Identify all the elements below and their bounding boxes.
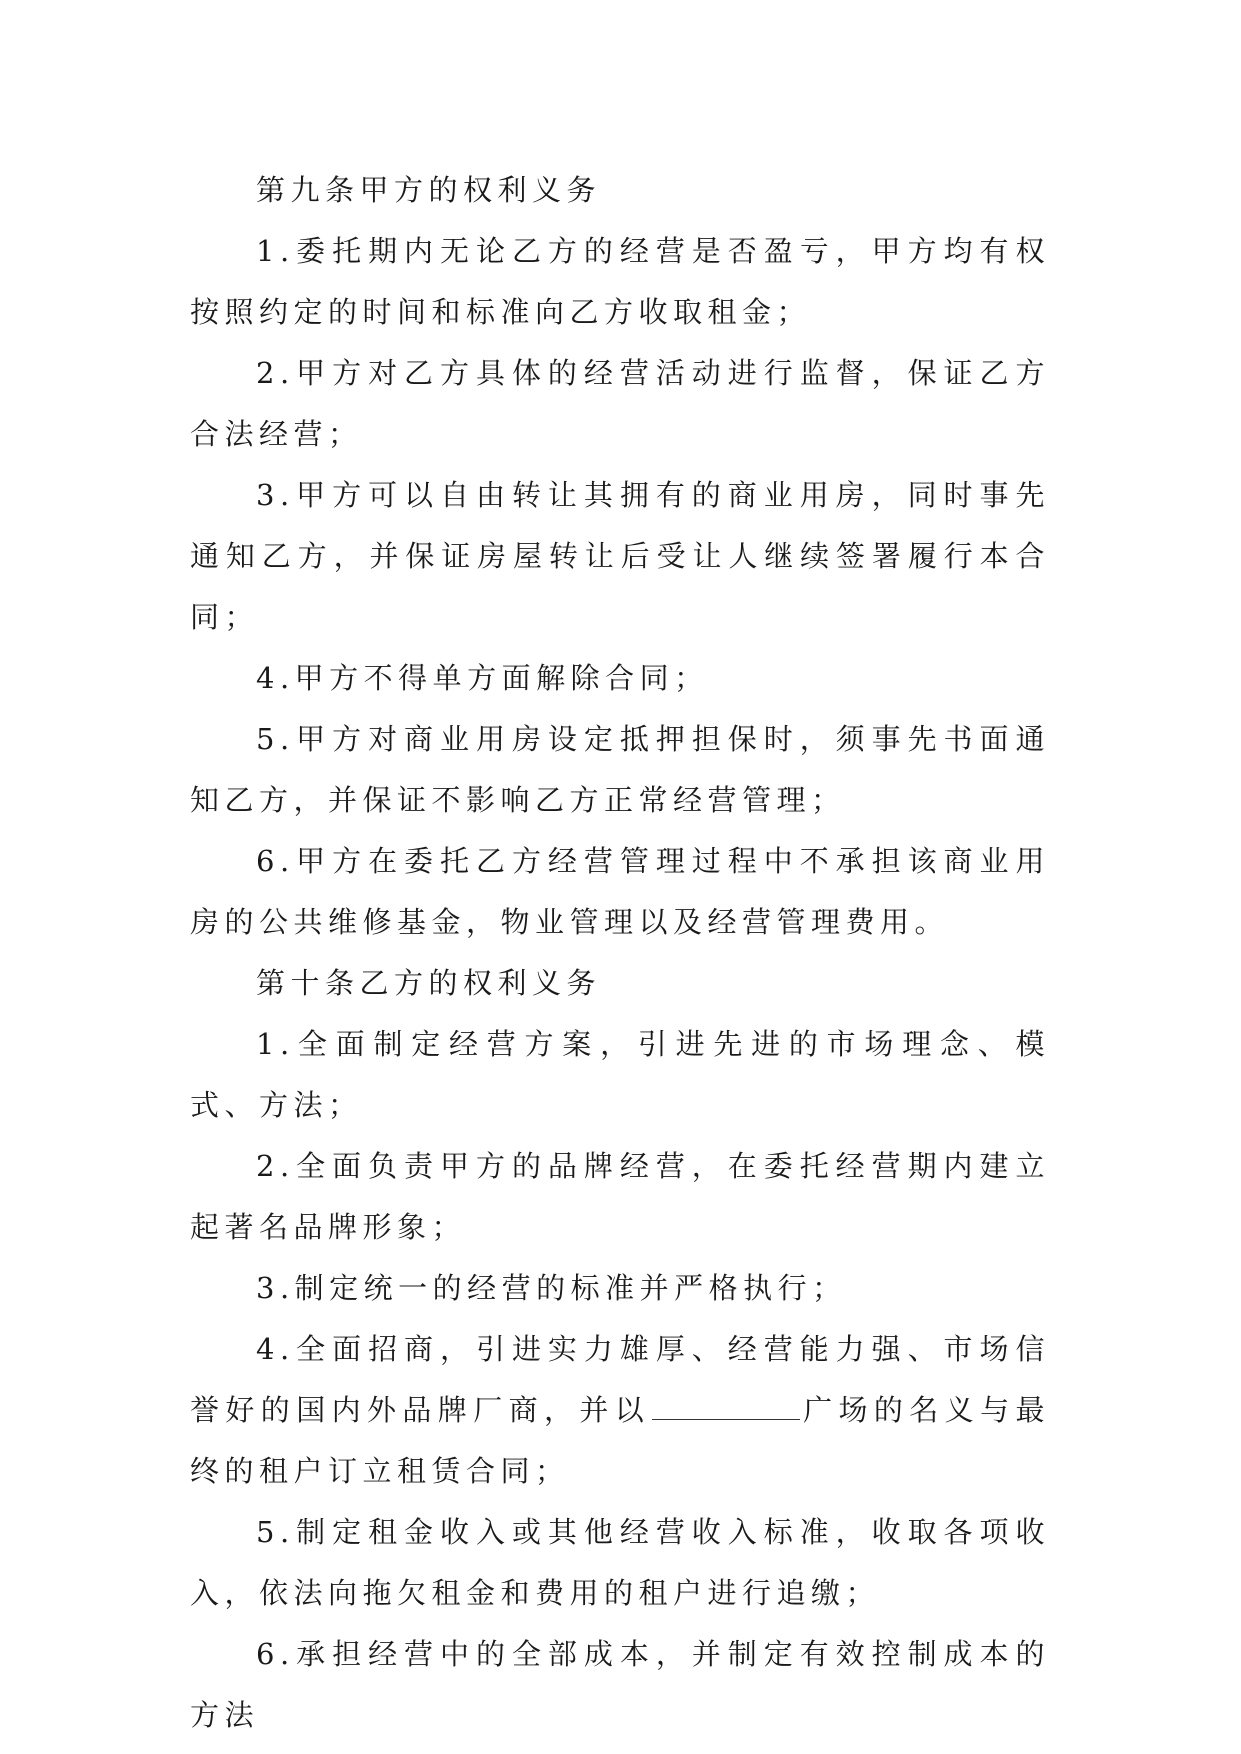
clause-4-text-before: 4.全面招商，引进实力雄厚、经营能力强、市场信誉好的国内外品牌厂商，并以 [190, 1332, 1050, 1427]
fill-in-blank-line [652, 1387, 800, 1420]
article-9-clause-3: 3.甲方可以自由转让其拥有的商业用房，同时事先通知乙方，并保证房屋转让后受让人继续签署履行本合同； [190, 478, 1050, 634]
article-10-clause-3: 3.制定统一的经营的标准并严格执行； [256, 1271, 847, 1305]
article-10-clause-2: 2.全面负责甲方的品牌经营，在委托经营期内建立起著名品牌形象； [190, 1149, 1050, 1244]
article-10-clause-1: 1.全面制定经营方案，引进先进的市场理念、模式、方法； [190, 1027, 1050, 1122]
document-body [190, 160, 1050, 1746]
article-9-clause-6: 6.甲方在委托乙方经营管理过程中不承担该商业用房的公共维修基金，物业管理以及经营管理费用。 [190, 844, 1050, 939]
article-9-clause-2: 2.甲方对乙方具体的经营活动进行监督，保证乙方合法经营； [190, 356, 1050, 451]
article-10-clause-5: 5.制定租金收入或其他经营收入标准，收取各项收入，依法向拖欠租金和费用的租户进行追缴； [190, 1515, 1050, 1610]
article-10-clause-6: 6.承担经营中的全部成本，并制定有效控制成本的方法 [190, 1637, 1050, 1732]
article-9-heading: 第九条甲方的权利义务 [256, 173, 602, 207]
article-9-clause-4: 4.甲方不得单方面解除合同； [256, 661, 709, 695]
article-10-clause-4 [190, 1319, 1050, 1502]
article-9-clause-1: 1.委托期内无论乙方的经营是否盈亏，甲方均有权按照约定的时间和标准向乙方收取租金； [190, 234, 1050, 329]
article-9-clause-5: 5.甲方对商业用房设定抵押担保时，须事先书面通知乙方，并保证不影响乙方正常经营管理； [190, 722, 1050, 817]
clause-4-text-after: 广场的名义与最终的租户订立租赁合同； [190, 1393, 1050, 1488]
article-10-heading: 第十条乙方的权利义务 [256, 966, 602, 1000]
